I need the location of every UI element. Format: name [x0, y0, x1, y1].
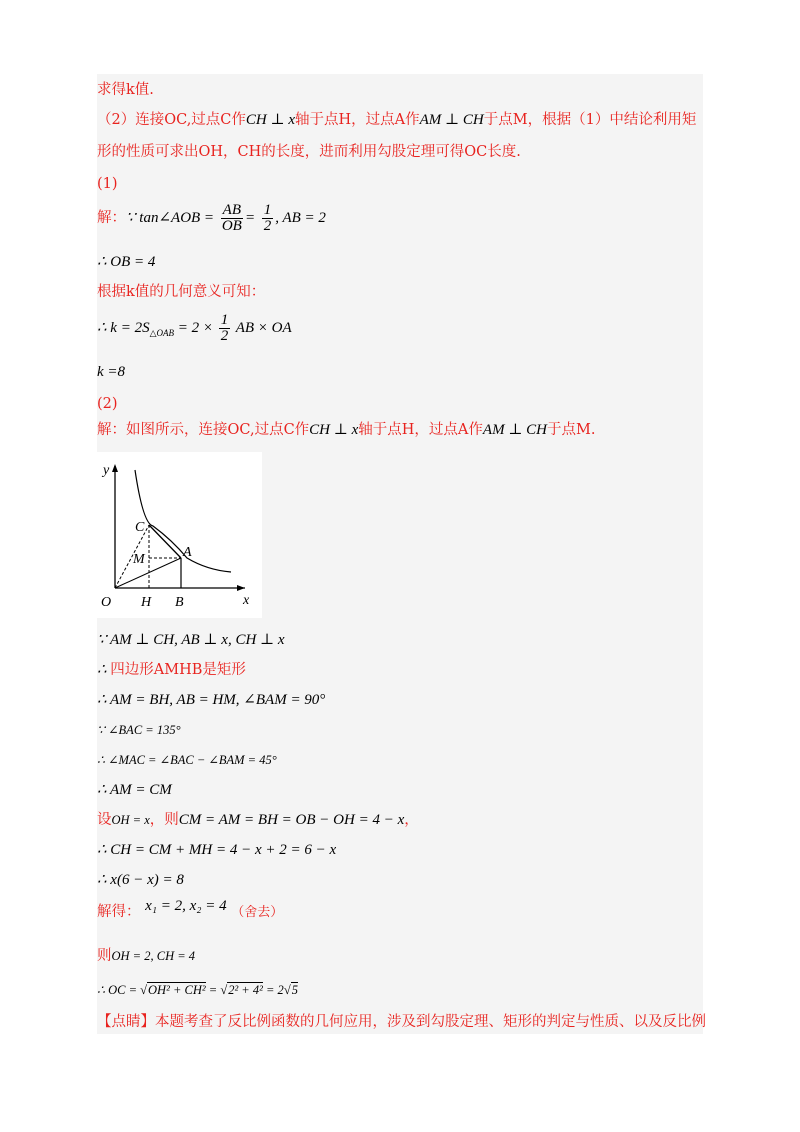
line-14: ∴ AM = BH, AB = HM, ∠BAM = 90°	[97, 692, 326, 708]
x-axis-arrow	[237, 585, 245, 591]
line-5: 解：∵ tan∠AOB = $\frac{AB}{OB}$ = $\frac{1}{2}$ , AB = 2	[97, 201, 326, 234]
line-1: 求得k值.	[97, 82, 154, 98]
line-6: ∴ OB = 4	[97, 254, 156, 270]
label-c: C	[135, 520, 145, 535]
line-22: 则OH = 2, CH = 4	[97, 948, 196, 964]
label-y: y	[103, 463, 110, 478]
line-oa	[115, 558, 181, 588]
line-18: 设OH = x，则CM = AM = BH = OB − OH = 4 − x，	[97, 812, 419, 828]
line-12: ∵ AM ⊥ CH, AB ⊥ x, CH ⊥ x	[97, 632, 285, 648]
line-8: ∴ $k = 2S_{\triangle OAB} = 2$ × $\frac{1}{2}$ AB × OA	[97, 312, 292, 345]
line-2: （2）连接OC,过点C作CH ⊥ x轴于点H，过点A作AM ⊥ CH于点M，根据（1）中结论利用矩	[97, 112, 697, 128]
y-axis-arrow	[112, 464, 118, 472]
fraction-ab-ob: $\frac{AB}{OB}$	[221, 201, 242, 234]
line-10: (2)	[97, 396, 118, 412]
line-13: ∴ 四边形AMHB是矩形	[97, 662, 246, 678]
label-m: M	[133, 552, 145, 567]
line-21: 解得： x₁ = 2, x₂ = 4 （舍去）	[97, 898, 284, 920]
label-a: A	[183, 545, 192, 560]
line-23: ∴ OC = √OH² + CH² = √2² + 4² = 2√5	[97, 983, 298, 997]
label-b: B	[175, 595, 184, 610]
line-7: 根据k值的几何意义可知：	[97, 284, 266, 300]
line-11: 解：如图所示，连接OC,过点C作CH ⊥ x轴于点H，过点A作AM ⊥ CH于点M.	[97, 422, 596, 438]
label-h: H	[141, 595, 152, 610]
line-20: ∴ x(6 − x) = 8	[97, 872, 184, 888]
line-17: ∴ AM = CM	[97, 782, 172, 798]
line-4: (1)	[97, 176, 118, 192]
line-19: ∴ CH = CM + MH = 4 − x + 2 = 6 − x	[97, 842, 337, 858]
fraction-one-half-2: $\frac{1}{2}$	[220, 312, 229, 345]
line-15: ∵ ∠BAC = 135°	[97, 723, 181, 737]
line-16: ∴ ∠MAC = ∠BAC − ∠BAM = 45°	[97, 753, 277, 767]
fraction-one-half: $\frac{1}{2}$	[263, 201, 272, 234]
geometry-figure	[97, 452, 262, 618]
line-24: 【点睛】本题考查了反比例函数的几何应用，涉及到勾股定理、矩形的判定与性质、以及反比例	[97, 1014, 706, 1030]
label-x: x	[243, 593, 250, 608]
solution-panel	[97, 74, 706, 1034]
line-9: k =8	[97, 364, 126, 380]
line-3: 形的性质可求出OH，CH的长度，进而利用勾股定理可得OC长度.	[97, 144, 521, 160]
coordinate-diagram	[97, 452, 262, 618]
label-o: O	[101, 595, 112, 610]
line-ca	[149, 525, 181, 558]
